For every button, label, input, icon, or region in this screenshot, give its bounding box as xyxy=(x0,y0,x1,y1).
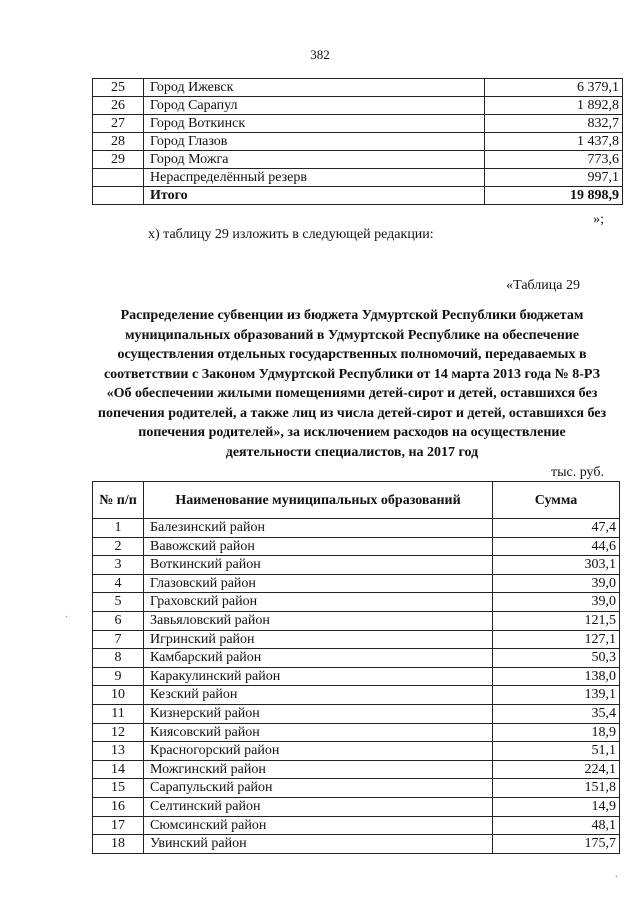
row-name: Сюмсинский район xyxy=(144,816,493,835)
row-sum: 997,1 xyxy=(485,169,623,187)
table-row xyxy=(93,630,620,649)
row-name: Сарапульский район xyxy=(144,779,493,798)
row-number: 25 xyxy=(93,79,144,97)
row-name: Селтинский район xyxy=(144,797,493,816)
previous-table xyxy=(92,78,623,205)
header-name: Наименование муниципальных образований xyxy=(144,482,493,519)
row-sum: 39,0 xyxy=(493,593,620,612)
row-sum: 35,4 xyxy=(493,704,620,723)
row-sum: 151,8 xyxy=(493,779,620,798)
table-row xyxy=(93,779,620,798)
table-row xyxy=(93,79,623,97)
row-name: Вавожский район xyxy=(144,537,493,556)
row-number: 13 xyxy=(93,742,144,761)
total-label: Итого xyxy=(144,187,485,205)
row-sum: 127,1 xyxy=(493,630,620,649)
table-row xyxy=(93,574,620,593)
row-name: Киясовский район xyxy=(144,723,493,742)
row-number: 9 xyxy=(93,667,144,686)
row-name: Глазовский район xyxy=(144,574,493,593)
table-row xyxy=(93,169,623,187)
row-name: Красногорский район xyxy=(144,742,493,761)
closing-quote: »; xyxy=(593,212,604,227)
table-row xyxy=(93,556,620,575)
row-name: Город Сарапул xyxy=(144,97,485,115)
row-sum: 139,1 xyxy=(493,686,620,705)
row-sum: 832,7 xyxy=(485,115,623,133)
table-row xyxy=(93,667,620,686)
row-number xyxy=(93,169,144,187)
row-sum: 1 892,8 xyxy=(485,97,623,115)
row-number: 1 xyxy=(93,519,144,538)
row-number: 15 xyxy=(93,779,144,798)
margin-mark: · xyxy=(614,872,618,883)
table-row xyxy=(93,115,623,133)
table-row xyxy=(93,797,620,816)
margin-mark: · xyxy=(65,612,69,623)
row-sum: 18,9 xyxy=(493,723,620,742)
row-name: Кизнерский район xyxy=(144,704,493,723)
row-sum: 303,1 xyxy=(493,556,620,575)
row-number: 6 xyxy=(93,611,144,630)
row-number: 27 xyxy=(93,115,144,133)
row-name: Город Воткинск xyxy=(144,115,485,133)
row-number: 16 xyxy=(93,797,144,816)
row-sum: 224,1 xyxy=(493,760,620,779)
row-number: 4 xyxy=(93,574,144,593)
total-number xyxy=(93,187,144,205)
table-label: «Таблица 29 xyxy=(506,278,580,293)
row-number: 17 xyxy=(93,816,144,835)
row-sum: 773,6 xyxy=(485,151,623,169)
table-row xyxy=(93,649,620,668)
row-sum: 175,7 xyxy=(493,835,620,854)
row-number: 12 xyxy=(93,723,144,742)
table-row xyxy=(93,611,620,630)
row-sum: 51,1 xyxy=(493,742,620,761)
header-num: № п/п xyxy=(93,482,144,519)
row-name: Игринский район xyxy=(144,630,493,649)
row-sum: 50,3 xyxy=(493,649,620,668)
row-name: Балезинский район xyxy=(144,519,493,538)
units-label: тыс. руб. xyxy=(551,465,604,480)
table-row xyxy=(93,519,620,538)
row-number: 7 xyxy=(93,630,144,649)
row-name: Завьяловский район xyxy=(144,611,493,630)
header-sum: Сумма xyxy=(493,482,620,519)
table-row xyxy=(93,686,620,705)
row-sum: 6 379,1 xyxy=(485,79,623,97)
table-row xyxy=(93,97,623,115)
table-row xyxy=(93,151,623,169)
total-row xyxy=(93,187,623,205)
row-number: 18 xyxy=(93,835,144,854)
row-number: 3 xyxy=(93,556,144,575)
row-number: 14 xyxy=(93,760,144,779)
row-sum: 47,4 xyxy=(493,519,620,538)
table-row xyxy=(93,593,620,612)
row-name: Нераспределённый резерв xyxy=(144,169,485,187)
row-number: 5 xyxy=(93,593,144,612)
row-sum: 14,9 xyxy=(493,797,620,816)
table-row xyxy=(93,816,620,835)
row-name: Город Ижевск xyxy=(144,79,485,97)
row-number: 29 xyxy=(93,151,144,169)
table-row xyxy=(93,133,623,151)
row-name: Граховский район xyxy=(144,593,493,612)
row-name: Камбарский район xyxy=(144,649,493,668)
row-sum: 44,6 xyxy=(493,537,620,556)
header-row xyxy=(93,482,620,519)
row-number: 2 xyxy=(93,537,144,556)
table-row xyxy=(93,742,620,761)
amendment-instruction: х) таблицу 29 изложить в следующей редакции: xyxy=(148,227,434,242)
row-sum: 1 437,8 xyxy=(485,133,623,151)
row-number: 28 xyxy=(93,133,144,151)
total-sum: 19 898,9 xyxy=(485,187,623,205)
table-row xyxy=(93,835,620,854)
row-sum: 48,1 xyxy=(493,816,620,835)
row-sum: 138,0 xyxy=(493,667,620,686)
row-number: 11 xyxy=(93,704,144,723)
row-name: Воткинский район xyxy=(144,556,493,575)
table-row xyxy=(93,723,620,742)
table-title: Распределение субвенции из бюджета Удмуртской Республики бюджетам муниципальных образований в Удмуртской Республике на обеспечение осуществления отдельных государственных полномочий, передаваемых в соответствии с Законом Удмуртской Республики от 14 марта 2013 года № 8-РЗ «Об обеспечении жилыми помещениями детей-сирот и детей, оставшихся без попечения родителей, а также лиц из числа детей-сирот и детей, оставшихся без попечения родителей», за исключением расходов на осуществление деятельности специалистов, на 2017 год xyxy=(97,308,607,460)
row-number: 10 xyxy=(93,686,144,705)
row-name: Город Глазов xyxy=(144,133,485,151)
row-name: Город Можга xyxy=(144,151,485,169)
row-number: 26 xyxy=(93,97,144,115)
table-row xyxy=(93,537,620,556)
table-row xyxy=(93,704,620,723)
row-name: Кезский район xyxy=(144,686,493,705)
table-row xyxy=(93,760,620,779)
row-name: Увинский район xyxy=(144,835,493,854)
row-name: Можгинский район xyxy=(144,760,493,779)
row-name: Каракулинский район xyxy=(144,667,493,686)
row-number: 8 xyxy=(93,649,144,668)
row-sum: 121,5 xyxy=(493,611,620,630)
page-number: 382 xyxy=(310,47,330,62)
subvention-table xyxy=(92,481,620,854)
row-sum: 39,0 xyxy=(493,574,620,593)
